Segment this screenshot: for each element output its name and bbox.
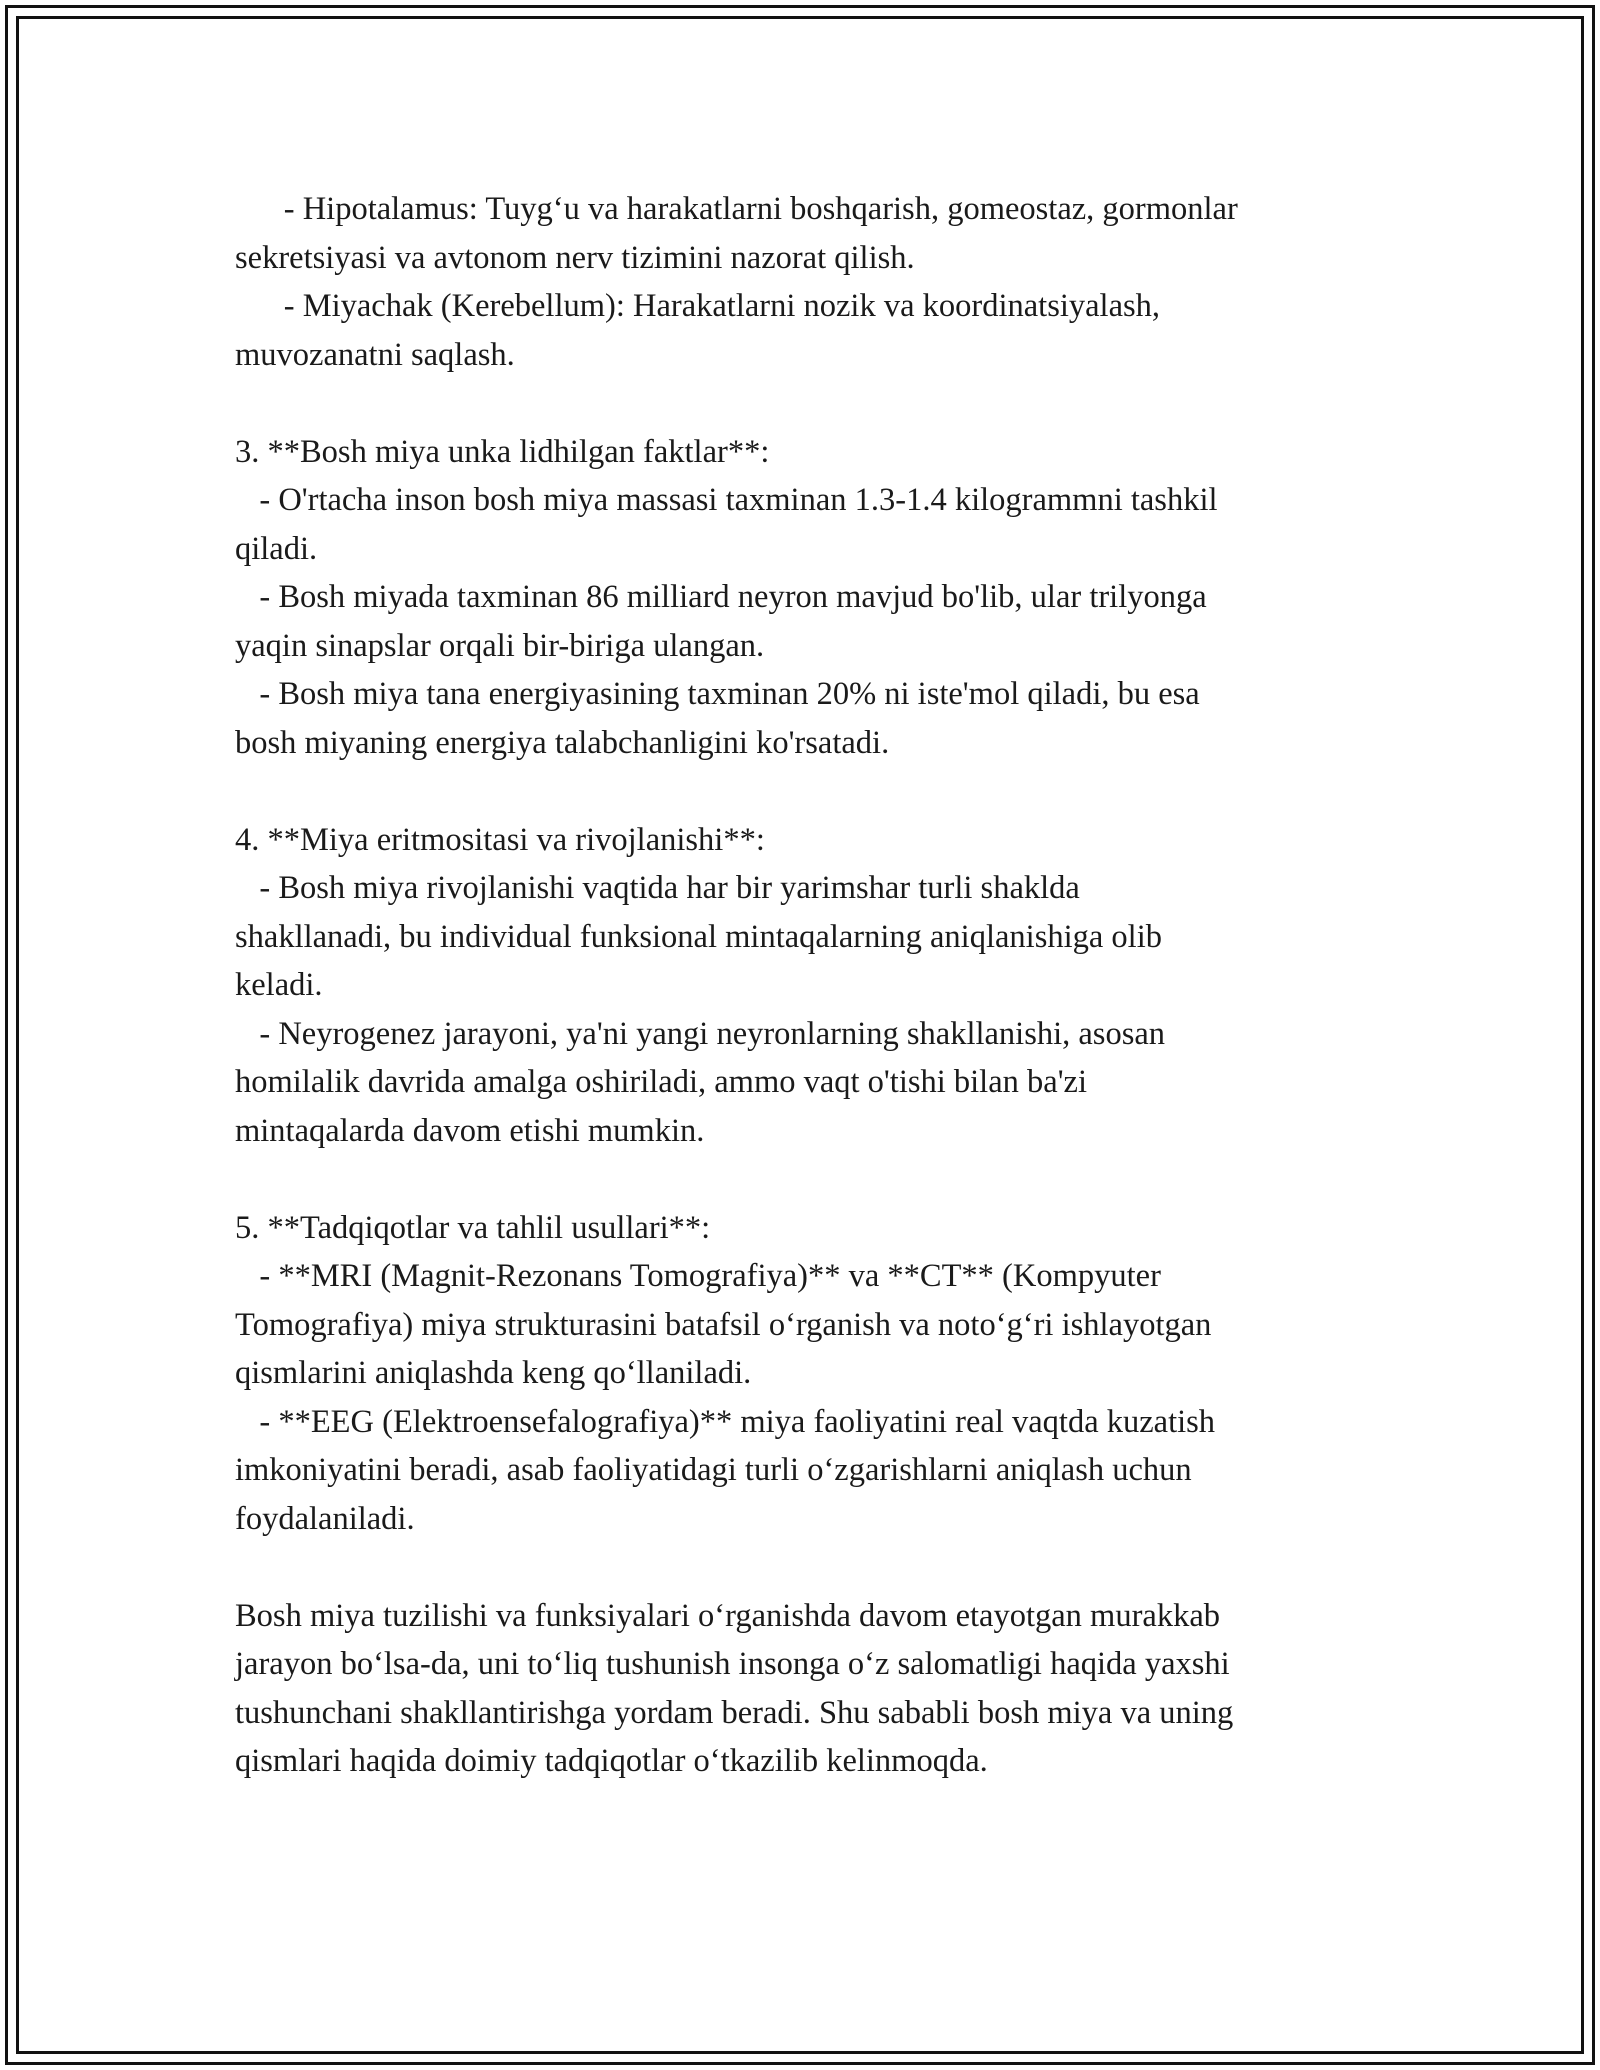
- conclusion-line: qismlari haqida doimiy tadqiqotlar o‘tkazilib kelinmoqda.: [235, 1743, 988, 1779]
- section-heading: 3. **Bosh miya unka lidhilgan faktlar**:: [235, 433, 770, 470]
- text-line: imkoniyatini beradi, asab faoliyatidagi turli o‘zgarishlarni aniqlash uchun: [235, 1452, 1192, 1488]
- text-line: - Bosh miya rivojlanishi vaqtida har bir yarimshar turli shaklda: [235, 870, 1080, 906]
- text-line: - Neyrogenez jarayoni, ya'ni yangi neyronlarning shakllanishi, asosan: [235, 1015, 1166, 1052]
- text-line: Tomografiya) miya strukturasini batafsil o‘rganish va noto‘g‘ri ishlayotgan: [235, 1306, 1212, 1343]
- text-line: - O'rtacha inson bosh miya massasi taxminan 1.3-1.4 kilogrammni tashkil: [235, 482, 1218, 518]
- section-heading: 5. **Tadqiqotlar va tahlil usullari**:: [235, 1209, 711, 1246]
- text-line: - **MRI (Magnit-Rezonans Tomografiya)** va **CT** (Kompyuter: [235, 1258, 1161, 1294]
- document-body: [235, 185, 1375, 1786]
- blank-line: [235, 379, 1375, 428]
- conclusion-line: Bosh miya tuzilishi va funksiyalari o‘rganishda davom etayotgan murakkab: [235, 1597, 1221, 1634]
- text-line: mintaqalarda davom etishi mumkin.: [235, 1112, 705, 1149]
- section-heading: 4. **Miya eritmositasi va rivojlanishi**:: [235, 821, 765, 858]
- text-line: sekretsiyasi va avtonom nerv tizimini nazorat qilish.: [235, 239, 915, 276]
- text-line: keladi.: [235, 967, 323, 1003]
- blank-line: [235, 767, 1375, 816]
- conclusion-line: tushunchani shakllantirishga yordam beradi. Shu sababli bosh miya va uning: [235, 1694, 1234, 1731]
- text-line: shakllanadi, bu individual funksional mintaqalarning aniqlanishiga olib: [235, 918, 1162, 955]
- conclusion-line: jarayon bo‘lsa-da, uni to‘liq tushunish insonga o‘z salomatligi haqida yaxshi: [235, 1646, 1230, 1682]
- text-line: muvozanatni saqlash.: [235, 336, 515, 373]
- text-line: qiladi.: [235, 530, 318, 567]
- text-line: bosh miyaning energiya talabchanligini ko'rsatadi.: [235, 724, 890, 761]
- text-line: qismlarini aniqlashda keng qo‘llaniladi.: [235, 1355, 752, 1391]
- text-line: - Bosh miya tana energiyasining taxminan 20% ni iste'mol qiladi, bu esa: [235, 676, 1200, 712]
- blank-line: [235, 1155, 1375, 1204]
- blank-line: [235, 1543, 1375, 1592]
- text-line: - Miyachak (Kerebellum): Harakatlarni nozik va koordinatsiyalash,: [235, 288, 1161, 324]
- text-line: yaqin sinapslar orqali bir-biriga ulangan.: [235, 627, 765, 664]
- text-line: foydalaniladi.: [235, 1500, 415, 1537]
- text-line: - **EEG (Elektroensefalografiya)** miya faoliyatini real vaqtda kuzatish: [235, 1403, 1216, 1440]
- text-line: - Hipotalamus: Tuyg‘u va harakatlarni boshqarish, gomeostaz, gormonlar: [235, 191, 1238, 227]
- text-line: - Bosh miyada taxminan 86 milliard neyron mavjud bo'lib, ular trilyonga: [235, 579, 1207, 615]
- text-line: homilalik davrida amalga oshiriladi, ammo vaqt o'tishi bilan ba'zi: [235, 1064, 1087, 1100]
